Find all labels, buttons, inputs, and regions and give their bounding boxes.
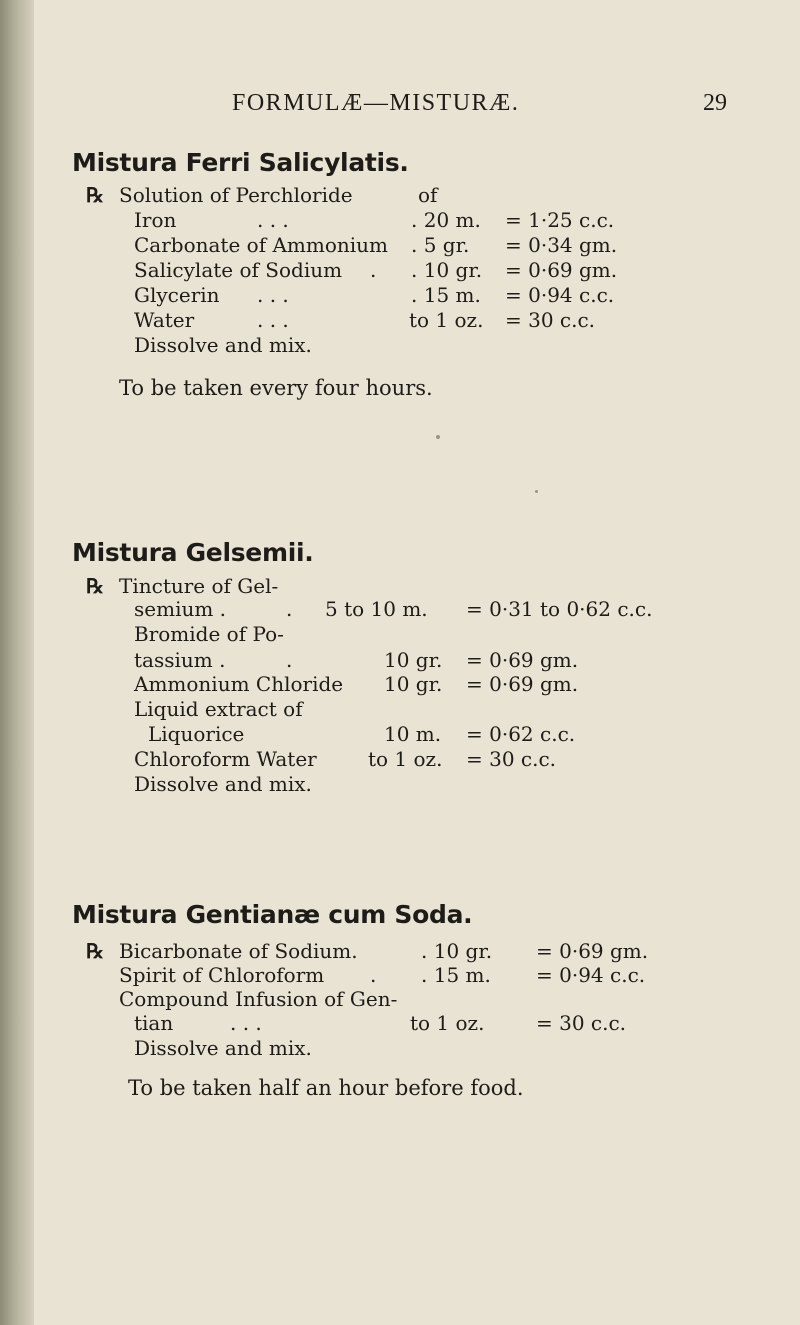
ingredient-metric: = 0·69 gm. (536, 939, 649, 963)
ingredient-name: semium . (134, 597, 227, 621)
section-title: Mistura Gentianæ cum Soda. (72, 900, 473, 929)
ingredient-metric: = 0·94 c.c. (536, 963, 646, 987)
ingredient-metric: = 30 c.c. (536, 1011, 627, 1035)
page-number: 29 (703, 90, 727, 116)
ingredient-quantity: 10 m. (384, 722, 442, 746)
ingredient-metric: = 0·31 to 0·62 c.c. (466, 597, 653, 621)
recipe-symbol: ℞ (86, 183, 104, 207)
page-edge (0, 0, 34, 1325)
ingredient-quantity: 10 gr. (384, 672, 443, 696)
leader-dots: . . . (257, 208, 289, 232)
ingredient-name: Glycerin (134, 283, 220, 307)
leader-dots: . (370, 963, 377, 987)
ingredient-name: Liquorice (148, 722, 245, 746)
ingredient-metric: = 0·69 gm. (466, 672, 579, 696)
ingredient-quantity: to 1 oz. (368, 747, 443, 771)
ingredient-name: Ammonium Chloride (134, 672, 344, 696)
ingredient-metric: = 30 c.c. (466, 747, 557, 771)
ingredient-metric: = 0·94 c.c. (505, 283, 615, 307)
ingredient-name: Bromide of Po- (134, 622, 284, 646)
ingredient-name: Solution of Perchloride (119, 183, 353, 207)
ingredient-quantity: . 15 m. (411, 283, 481, 307)
instruction-text: Dissolve and mix. (134, 333, 312, 357)
leader-dots: . (370, 258, 377, 282)
ingredient-quantity: of (418, 183, 438, 207)
ingredient-metric: = 0·69 gm. (505, 258, 618, 282)
ingredient-name: Bicarbonate of Sodium. (119, 939, 358, 963)
ingredient-quantity: . 20 m. (411, 208, 481, 232)
paper-speck (535, 490, 538, 493)
ingredient-name: Salicylate of Sodium (134, 258, 343, 282)
leader-dots: . (286, 597, 293, 621)
ingredient-metric: = 0·69 gm. (466, 648, 579, 672)
section-title: Mistura Gelsemii. (72, 538, 314, 567)
ingredient-name: Tincture of Gel- (119, 574, 279, 598)
ingredient-quantity: . 10 gr. (421, 939, 493, 963)
ingredient-quantity: 5 to 10 m. (325, 597, 428, 621)
ingredient-name: Liquid extract of (134, 697, 303, 721)
dosage-note: To be taken half an hour before food. (128, 1076, 524, 1100)
instruction-text: Dissolve and mix. (134, 1036, 312, 1060)
running-head: FORMULÆ—MISTURÆ. (232, 90, 520, 116)
ingredient-name: tassium . (134, 648, 226, 672)
ingredient-name: tian (134, 1011, 174, 1035)
section-title: Mistura Ferri Salicylatis. (72, 148, 409, 177)
ingredient-metric: = 0·34 gm. (505, 233, 618, 257)
paper-speck (436, 435, 440, 439)
ingredient-quantity: 10 gr. (384, 648, 443, 672)
recipe-symbol: ℞ (86, 574, 104, 598)
ingredient-quantity: . 15 m. (421, 963, 491, 987)
ingredient-metric: = 1·25 c.c. (505, 208, 615, 232)
ingredient-quantity: to 1 oz. (409, 308, 484, 332)
leader-dots: . (286, 648, 293, 672)
ingredient-metric: = 30 c.c. (505, 308, 596, 332)
leader-dots: . . . (257, 308, 289, 332)
instruction-text: Dissolve and mix. (134, 772, 312, 796)
ingredient-metric: = 0·62 c.c. (466, 722, 576, 746)
ingredient-name: Compound Infusion of Gen- (119, 987, 398, 1011)
dosage-note: To be taken every four hours. (119, 376, 433, 400)
ingredient-name: Water (134, 308, 195, 332)
ingredient-name: Spirit of Chloroform (119, 963, 325, 987)
ingredient-name: Carbonate of Ammonium (134, 233, 389, 257)
ingredient-quantity: . 5 gr. (411, 233, 470, 257)
ingredient-name: Iron (134, 208, 177, 232)
ingredient-quantity: . 10 gr. (411, 258, 483, 282)
ingredient-name: Chloroform Water (134, 747, 317, 771)
ingredient-quantity: to 1 oz. (410, 1011, 485, 1035)
leader-dots: . . . (257, 283, 289, 307)
leader-dots: . . . (230, 1011, 262, 1035)
recipe-symbol: ℞ (86, 939, 104, 963)
